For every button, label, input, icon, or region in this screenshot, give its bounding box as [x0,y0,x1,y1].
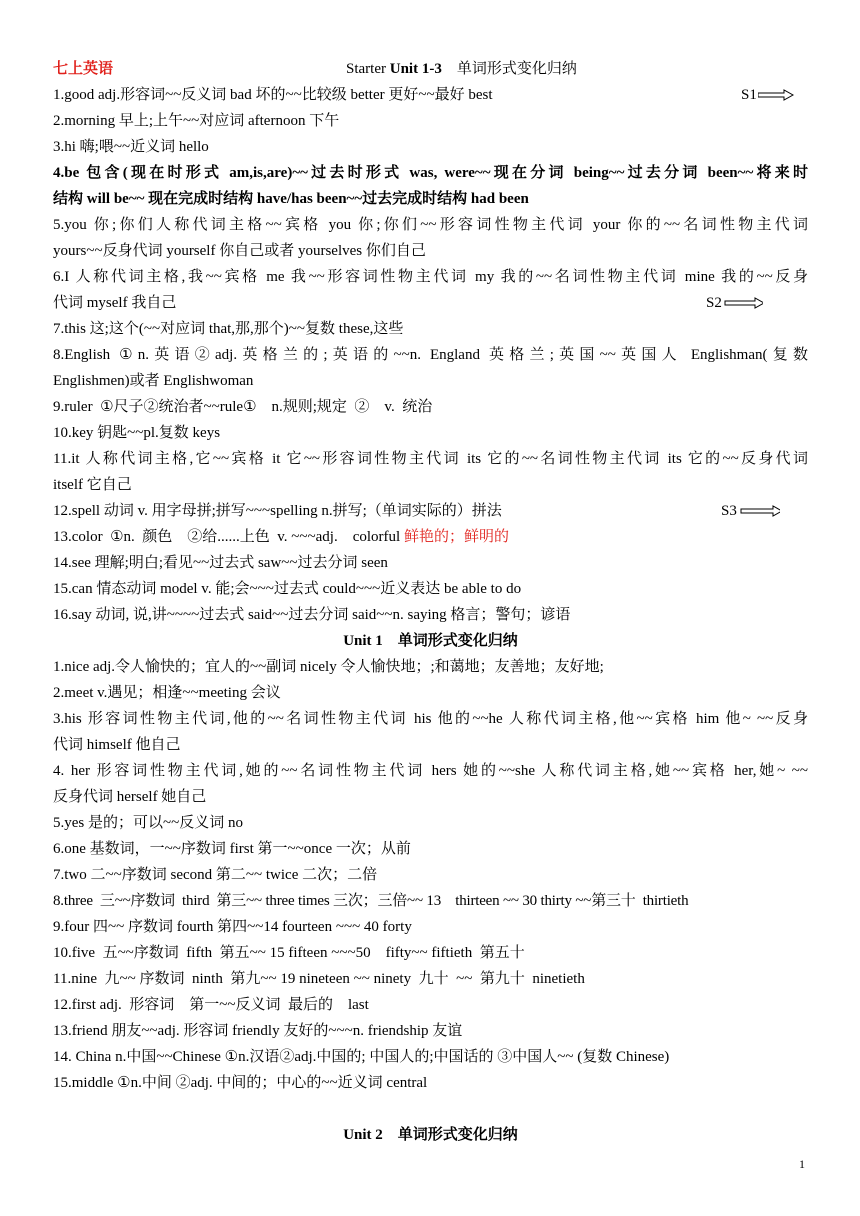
entry-line: 3.hi 嗨;喂~~近义词 hello [53,139,209,155]
arrow-right-icon [738,505,780,517]
entry-line: 4. her 形容词性物主代词,她的~~名词性物主代词 hers 她的~~she 人称代词主格,她~~宾格 her,她~ ~~ [53,763,808,779]
entry-line: 12.first adj. 形容词 第一~~反义词 最后的 last [53,997,369,1013]
section-heading-unit-1: Unit 1 单词形式变化归纳 [343,633,518,649]
entry-line: 5.yes 是的；可以~~反义词 no [53,815,243,831]
entry-line: 6.one 基数词，一~~序数词 first 第一~~once 一次；从前 [53,841,411,857]
entry-line: 4.be 包含(现在时形式 am,is,are)~~过去时形式 was, were~~现在分词 being~~过去分词 been~~将来时 [53,165,808,181]
entry-line: 10.five 五~~序数词 fifth 第五~~ 15 fifteen ~~~50 fifty~~ fiftieth 第五十 [53,945,525,961]
entry-line: 代词 myself 我自己 S2 [53,290,808,316]
entry-line: 7.two 二~~序数词 second 第二~~ twice 二次；二倍 [53,867,378,883]
entry-line: 2.morning 早上;上午~~对应词 afternoon 下午 [53,113,340,129]
page-title: Starter Unit 1-3 单词形式变化归纳 [346,61,577,77]
entry-line: 代词 himself 他自己 [53,737,181,753]
entry-line: 7.this 这;这个(~~对应词 that,那,那个)~~复数 these,这些 [53,321,404,337]
section-heading-unit-2: Unit 2 单词形式变化归纳 [343,1127,518,1143]
entry-line: Englishmen)或者 Englishwoman [53,373,254,389]
entry-line: 12.spell 动词 v. 用字母拼;拼写~~~spelling n.拼写;（单词实际的）拼法 S3 [53,498,808,524]
entry-line: 13.color ①n. 颜色 ②给......上色 v. ~~~adj. colorful 鲜艳的；鲜明的 [53,529,509,545]
entry-line: 10.key 钥匙~~pl.复数 keys [53,425,221,441]
entry-line: 8.three 三~~序数词 third 第三~~ three times 三次；三倍~~ 13 thirteen ~~ 30 thirty ~~第三十 thirtieth [53,893,689,909]
entry-line: 1.nice adj.令人愉快的；宜人的~~副词 nicely 令人愉快地；;和蔼地；友善地；友好地; [53,659,604,675]
entry-line: 反身代词 herself 她自己 [53,789,207,805]
entry-line: 9.ruler ①尺子②统治者~~rule① n.规则;规定 ② v. 统治 [53,399,433,415]
entry-line: 15.middle ①n.中间 ②adj. 中间的；中心的~~近义词 central [53,1075,428,1091]
entry-line: 3.his 形容词性物主代词,他的~~名词性物主代词 his 他的~~he 人称代词主格,他~~宾格 him 他~ ~~反身 [53,711,808,727]
entry-line: 1.good adj.形容词~~反义词 bad 坏的~~比较级 better 更好~~最好 best S1 [53,82,808,108]
entry-line: 14. China n.中国~~Chinese ①n.汉语②adj.中国的; 中国人的;中国话的 ③中国人~~ (复数 Chinese) [53,1049,670,1065]
entry-line: 2.meet v.遇见；相逢~~meeting 会议 [53,685,281,701]
arrow-right-icon [758,89,794,101]
entry-line: 13.friend 朋友~~adj. 形容词 friendly 友好的~~~n. friendship 友谊 [53,1023,463,1039]
entry-line: 9.four 四~~ 序数词 fourth 第四~~14 fourteen ~~~ 40 forty [53,919,412,935]
entry-line: yours~~反身代词 yourself 你自己或者 yourselves 你们自己 [53,243,426,259]
arrow-right-icon [723,297,763,309]
entry-line: 16.say 动词, 说,讲~~~~过去式 said~~过去分词 said~~n. saying 格言；警句；谚语 [53,607,571,623]
entry-line: itself 它自己 [53,477,132,493]
entry-line: 14.see 理解;明白;看见~~过去式 saw~~过去分词 seen [53,555,388,571]
document-page [53,56,808,1148]
page-number: 1 [799,1157,805,1171]
course-label: 七上英语 [53,61,114,77]
entry-line: 6.I 人称代词主格,我~~宾格 me 我~~形容词性物主代词 my 我的~~名词性物主代词 mine 我的~~反身 [53,269,808,285]
entry-line: 结构 will be~~ 现在完成时结构 have/has been~~过去完成时结构 had been [53,191,529,207]
entry-line: 5.you 你;你们人称代词主格~~宾格 you 你;你们~~形容词性物主代词 your 你的~~名词性物主代词 [53,217,808,233]
document-header [53,56,808,82]
entry-line: 11.nine 九~~ 序数词 ninth 第九~~ 19 nineteen ~~ ninety 九十 ~~ 第九十 ninetieth [53,971,585,987]
section-marker-s3: S3 [721,498,780,524]
entry-line: 8.English ①n.英语②adj.英格兰的;英语的~~n. England 英格兰;英国~~英国人 Englishman(复数 [53,347,808,363]
entry-line: 11.it 人称代词主格,它~~宾格 it 它~~形容词性物主代词 its 它的~~名词性物主代词 its 它的~~反身代词 [53,451,808,467]
entry-line: 15.can 情态动词 model v. 能;会~~~过去式 could~~~近义表达 be able to do [53,581,522,597]
section-marker-s2: S2 [706,290,763,316]
section-marker-s1: S1 [741,82,794,108]
